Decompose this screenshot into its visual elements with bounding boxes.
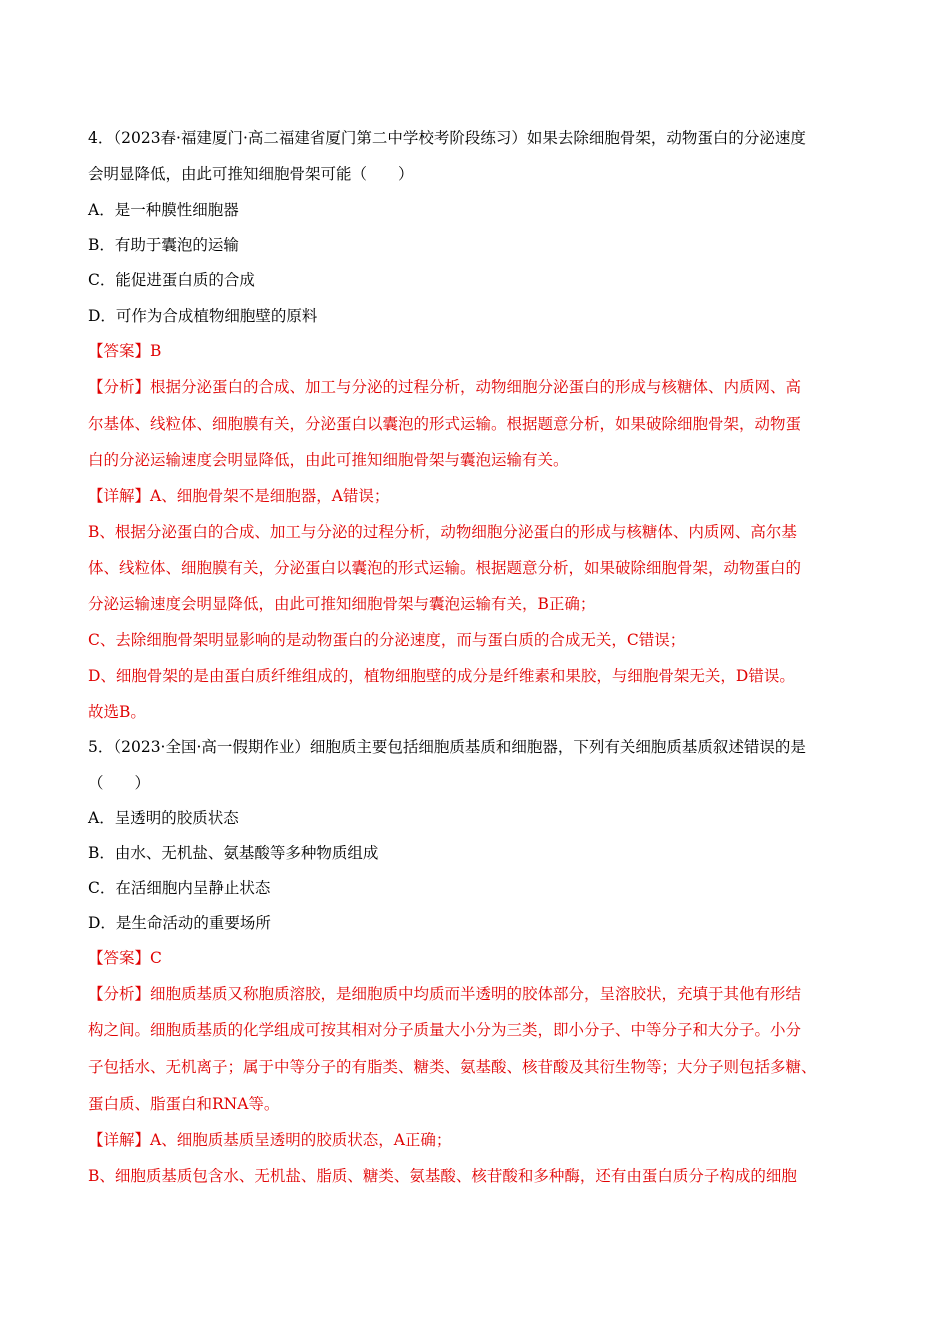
q4-answer-tag: 【答案】: [88, 342, 151, 360]
q5-stem-line-1: 5．（2023·全国·高一假期作业）细胞质主要包括细胞质基质和细胞器，下列有关细胞质基质叙述错误的是: [88, 738, 806, 756]
q5-answer-tag: 【答案】: [88, 949, 151, 967]
q5-detail-line-1: [88, 1130, 451, 1150]
q4-detail-tag: 【详解】: [88, 487, 151, 505]
q5-analysis-line-3: 子包括水、无机离子；属于中等分子的有脂类、糖类、氨基酸、核苷酸及其衍生物等；大分子则包括多糖、: [88, 1058, 817, 1076]
q5-analysis-line-1: [88, 984, 801, 1004]
q5-analysis-text: 细胞质基质又称胞质溶胶，是细胞质中均质而半透明的胶体部分，呈溶胶状，充填于其他有形结: [150, 985, 802, 1003]
q5-detail-tag: 【详解】: [88, 1131, 151, 1149]
q4-answer-value: B: [150, 342, 162, 360]
q5-option-d: D．是生命活动的重要场所: [88, 914, 271, 932]
q4-option-c: C．能促进蛋白质的合成: [88, 271, 255, 289]
q4-stem-line-2: 会明显降低，由此可推知细胞骨架可能（ ）: [88, 165, 414, 183]
q4-option-d: D．可作为合成植物细胞壁的原料: [88, 307, 318, 325]
q4-detail-line-2: B、根据分泌蛋白的合成、加工与分泌的过程分析，动物细胞分泌蛋白的形成与核糖体、内质网、高尔基: [88, 523, 797, 541]
q4-option-b: B．有助于囊泡的运输: [88, 236, 239, 254]
q4-answer: [88, 341, 161, 361]
q4-analysis-line-1: [88, 377, 801, 397]
q5-detail-line-2: B、细胞质基质包含水、无机盐、脂质、糖类、氨基酸、核苷酸和多种酶，还有由蛋白质分子构成的细胞: [88, 1167, 797, 1185]
q4-detail-line-6: D、细胞骨架的是由蛋白质纤维组成的，植物细胞壁的成分是纤维素和果胶，与细胞骨架无关，D错误。: [88, 667, 795, 685]
q4-analysis-line-2: 尔基体、线粒体、细胞膜有关，分泌蛋白以囊泡的形式运输。根据题意分析，如果破除细胞骨架，动物蛋: [88, 415, 802, 433]
q5-analysis-line-2: 构之间。细胞质基质的化学组成可按其相对分子质量大小分为三类，即小分子、中等分子和大分子。小分: [88, 1021, 802, 1039]
q4-option-a: A．是一种膜性细胞器: [88, 201, 239, 219]
q5-analysis-tag: 【分析】: [88, 985, 151, 1003]
q5-answer: [88, 948, 162, 968]
q5-stem-line-2: （ ）: [88, 774, 151, 792]
q5-detail-text: A、细胞质基质呈透明的胶质状态，A正确；: [150, 1131, 452, 1149]
q5-option-c: C．在活细胞内呈静止状态: [88, 879, 271, 897]
q5-option-a: A．呈透明的胶质状态: [88, 809, 239, 827]
q4-detail-line-1: [88, 486, 389, 506]
q4-detail-line-3: 体、线粒体、细胞膜有关，分泌蛋白以囊泡的形式运输。根据题意分析，如果破除细胞骨架，动物蛋白的: [88, 559, 802, 577]
q5-analysis-line-4: 蛋白质、脂蛋白和RNA等。: [88, 1095, 280, 1113]
q4-analysis-tag: 【分析】: [88, 378, 151, 396]
q4-analysis-line-3: 白的分泌运输速度会明显降低，由此可推知细胞骨架与囊泡运输有关。: [88, 451, 569, 469]
q5-option-b: B．由水、无机盐、氨基酸等多种物质组成: [88, 844, 379, 862]
q4-detail-line-4: 分泌运输速度会明显降低，由此可推知细胞骨架与囊泡运输有关，B正确；: [88, 595, 596, 613]
q4-detail-text: A、细胞骨架不是细胞器，A错误；: [150, 487, 390, 505]
q4-detail-line-5: C、去除细胞骨架明显影响的是动物蛋白的分泌速度，而与蛋白质的合成无关，C错误；: [88, 631, 686, 649]
q4-stem-line-1: 4．（2023春·福建厦门·高二福建省厦门第二中学校考阶段练习）如果去除细胞骨架，动物蛋白的分泌速度: [88, 129, 806, 147]
q4-conclusion: 故选B。: [88, 703, 146, 721]
q5-answer-value: C: [150, 949, 162, 967]
q4-analysis-text: 根据分泌蛋白的合成、加工与分泌的过程分析，动物细胞分泌蛋白的形成与核糖体、内质网、高: [150, 378, 802, 396]
